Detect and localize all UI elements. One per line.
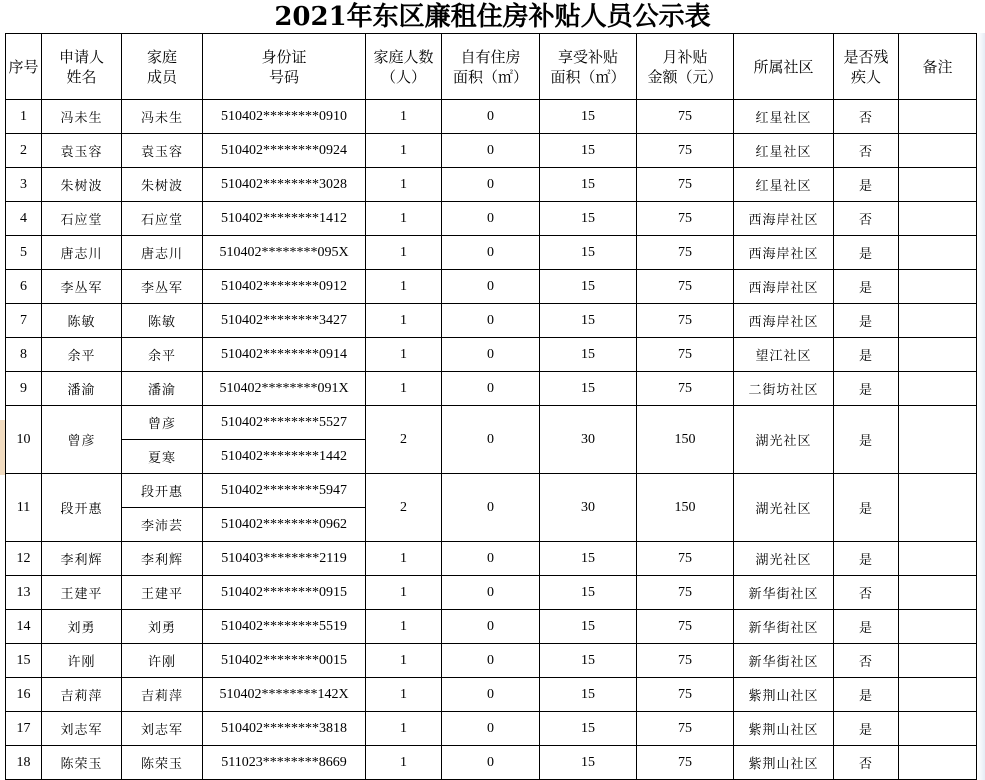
cell-disabled[interactable]: 是 <box>834 236 899 270</box>
cell-amount[interactable]: 150 <box>637 406 734 474</box>
cell-own-area[interactable]: 0 <box>442 100 540 134</box>
cell-community[interactable]: 红星社区 <box>734 168 834 202</box>
cell-amount[interactable]: 75 <box>637 338 734 372</box>
cell-seq[interactable]: 5 <box>6 236 42 270</box>
header-community[interactable] <box>734 34 834 100</box>
cell-member[interactable]: 余平 <box>122 338 203 372</box>
cell-idno[interactable]: 510402********091X <box>203 372 366 406</box>
cell-seq[interactable]: 2 <box>6 134 42 168</box>
cell-idno[interactable]: 510402********1442 <box>203 440 366 474</box>
cell-amount[interactable]: 150 <box>637 474 734 542</box>
cell-disabled[interactable]: 是 <box>834 610 899 644</box>
cell-seq[interactable]: 3 <box>6 168 42 202</box>
cell-amount[interactable]: 75 <box>637 576 734 610</box>
cell-own-area[interactable]: 0 <box>442 134 540 168</box>
cell-idno[interactable]: 510402********5527 <box>203 406 366 440</box>
cell-sub-area[interactable]: 30 <box>540 406 637 474</box>
cell-count[interactable]: 1 <box>366 134 442 168</box>
cell-seq[interactable]: 16 <box>6 678 42 712</box>
cell-applicant[interactable]: 李利辉 <box>42 542 122 576</box>
cell-member[interactable]: 曾彦 <box>122 406 203 440</box>
header-amount[interactable] <box>637 34 734 100</box>
cell-seq[interactable]: 11 <box>6 474 42 542</box>
header-applicant[interactable] <box>42 34 122 100</box>
cell-idno[interactable]: 510403********2119 <box>203 542 366 576</box>
table-row <box>6 678 977 712</box>
cell-applicant[interactable]: 吉莉萍 <box>42 678 122 712</box>
header-row <box>6 34 977 100</box>
cell-member[interactable]: 陈敏 <box>122 304 203 338</box>
table-row <box>6 474 977 508</box>
cell-seq[interactable]: 4 <box>6 202 42 236</box>
cell-remark[interactable] <box>899 202 977 236</box>
cell-sub-area[interactable]: 15 <box>540 270 637 304</box>
cell-community[interactable]: 望江社区 <box>734 338 834 372</box>
cell-sub-area[interactable]: 15 <box>540 712 637 746</box>
cell-community[interactable]: 西海岸社区 <box>734 202 834 236</box>
cell-member[interactable]: 李沛芸 <box>122 508 203 542</box>
header-line: 所属社区 <box>753 57 814 76</box>
table-row <box>6 304 977 338</box>
cell-count[interactable]: 1 <box>366 236 442 270</box>
cell-amount[interactable]: 75 <box>637 236 734 270</box>
cell-idno[interactable]: 510402********0910 <box>203 100 366 134</box>
cell-amount[interactable]: 75 <box>637 746 734 780</box>
cell-amount[interactable]: 75 <box>637 100 734 134</box>
cell-seq[interactable]: 13 <box>6 576 42 610</box>
cell-own-area[interactable]: 0 <box>442 338 540 372</box>
table-row <box>6 610 977 644</box>
header-line: 身份证 <box>261 47 307 66</box>
header-line: 备注 <box>922 57 953 76</box>
cell-disabled[interactable]: 是 <box>834 678 899 712</box>
cell-sub-area[interactable]: 15 <box>540 372 637 406</box>
cell-remark[interactable] <box>899 576 977 610</box>
cell-idno[interactable]: 510402********0912 <box>203 270 366 304</box>
cell-seq[interactable]: 6 <box>6 270 42 304</box>
cell-sub-area[interactable]: 15 <box>540 678 637 712</box>
cell-own-area[interactable]: 0 <box>442 712 540 746</box>
cell-applicant[interactable]: 冯未生 <box>42 100 122 134</box>
cell-member[interactable]: 冯未生 <box>122 100 203 134</box>
cell-sub-area[interactable]: 15 <box>540 746 637 780</box>
cell-community[interactable]: 新华街社区 <box>734 576 834 610</box>
cell-disabled[interactable]: 是 <box>834 168 899 202</box>
cell-applicant[interactable]: 陈敏 <box>42 304 122 338</box>
cell-member[interactable]: 唐志川 <box>122 236 203 270</box>
cell-applicant[interactable]: 段开惠 <box>42 474 122 542</box>
cell-remark[interactable] <box>899 678 977 712</box>
cell-remark[interactable] <box>899 304 977 338</box>
cell-disabled[interactable]: 是 <box>834 372 899 406</box>
cell-amount[interactable]: 75 <box>637 168 734 202</box>
cell-idno[interactable]: 510402********3028 <box>203 168 366 202</box>
header-line: 月补贴 <box>662 47 708 66</box>
sheet-edge <box>978 33 985 780</box>
cell-disabled[interactable]: 否 <box>834 100 899 134</box>
cell-community[interactable]: 紫荆山社区 <box>734 746 834 780</box>
table-row <box>6 236 977 270</box>
cell-member[interactable]: 刘勇 <box>122 610 203 644</box>
cell-amount[interactable]: 75 <box>637 542 734 576</box>
cell-disabled[interactable]: 是 <box>834 304 899 338</box>
header-line: 申请人 <box>58 47 104 66</box>
cell-amount[interactable]: 75 <box>637 610 734 644</box>
cell-seq[interactable]: 18 <box>6 746 42 780</box>
table-row <box>6 134 977 168</box>
cell-remark[interactable] <box>899 236 977 270</box>
table-row <box>6 542 977 576</box>
cell-member[interactable]: 石应堂 <box>122 202 203 236</box>
cell-amount[interactable]: 75 <box>637 644 734 678</box>
cell-amount[interactable]: 75 <box>637 202 734 236</box>
cell-applicant[interactable]: 石应堂 <box>42 202 122 236</box>
cell-applicant[interactable]: 刘志军 <box>42 712 122 746</box>
cell-disabled[interactable]: 否 <box>834 576 899 610</box>
table-row <box>6 746 977 780</box>
cell-remark[interactable] <box>899 100 977 134</box>
cell-sub-area[interactable]: 15 <box>540 542 637 576</box>
cell-seq[interactable]: 9 <box>6 372 42 406</box>
cell-idno[interactable]: 510402********3427 <box>203 304 366 338</box>
cell-disabled[interactable]: 否 <box>834 644 899 678</box>
header-disabled[interactable] <box>834 34 899 100</box>
cell-own-area[interactable]: 0 <box>442 372 540 406</box>
cell-sub-area[interactable]: 15 <box>540 576 637 610</box>
cell-disabled[interactable]: 是 <box>834 338 899 372</box>
cell-count[interactable]: 1 <box>366 100 442 134</box>
cell-idno[interactable]: 510402********5519 <box>203 610 366 644</box>
cell-disabled[interactable]: 是 <box>834 474 899 542</box>
table-row <box>6 338 977 372</box>
cell-disabled[interactable]: 是 <box>834 712 899 746</box>
cell-remark[interactable] <box>899 168 977 202</box>
header-seq[interactable] <box>6 34 42 100</box>
cell-amount[interactable]: 75 <box>637 270 734 304</box>
table-row <box>6 168 977 202</box>
cell-remark[interactable] <box>899 644 977 678</box>
subsidy-table <box>5 33 977 780</box>
cell-applicant[interactable]: 李丛军 <box>42 270 122 304</box>
header-line: 疾人 <box>850 67 881 86</box>
cell-sub-area[interactable]: 15 <box>540 304 637 338</box>
cell-own-area[interactable]: 0 <box>442 406 540 474</box>
cell-remark[interactable] <box>899 542 977 576</box>
cell-own-area[interactable]: 0 <box>442 610 540 644</box>
cell-member[interactable]: 陈荣玉 <box>122 746 203 780</box>
cell-disabled[interactable]: 否 <box>834 134 899 168</box>
cell-seq[interactable]: 15 <box>6 644 42 678</box>
cell-idno[interactable]: 510402********0915 <box>203 576 366 610</box>
cell-applicant[interactable]: 陈荣玉 <box>42 746 122 780</box>
cell-own-area[interactable]: 0 <box>442 270 540 304</box>
header-line: 自有住房 <box>460 47 521 66</box>
header-sub-area[interactable] <box>540 34 637 100</box>
cell-remark[interactable] <box>899 712 977 746</box>
cell-member[interactable]: 刘志军 <box>122 712 203 746</box>
header-idno[interactable] <box>203 34 366 100</box>
table-row <box>6 100 977 134</box>
cell-seq[interactable]: 10 <box>6 406 42 474</box>
cell-count[interactable]: 1 <box>366 372 442 406</box>
table-body <box>6 100 977 780</box>
cell-count[interactable]: 1 <box>366 304 442 338</box>
header-line: 号码 <box>268 67 299 86</box>
cell-disabled[interactable]: 否 <box>834 746 899 780</box>
cell-sub-area[interactable]: 30 <box>540 474 637 542</box>
table-row <box>6 576 977 610</box>
header-own-area[interactable] <box>442 34 540 100</box>
header-line: （人） <box>380 67 426 86</box>
cell-community[interactable]: 西海岸社区 <box>734 304 834 338</box>
cell-amount[interactable]: 75 <box>637 134 734 168</box>
cell-sub-area[interactable]: 15 <box>540 100 637 134</box>
cell-community[interactable]: 红星社区 <box>734 134 834 168</box>
cell-applicant[interactable]: 潘渝 <box>42 372 122 406</box>
cell-idno[interactable]: 510402********1412 <box>203 202 366 236</box>
table-row <box>6 372 977 406</box>
header-count[interactable] <box>366 34 442 100</box>
cell-member[interactable]: 袁玉容 <box>122 134 203 168</box>
cell-community[interactable]: 紫荆山社区 <box>734 678 834 712</box>
cell-community[interactable]: 西海岸社区 <box>734 236 834 270</box>
table-row <box>6 270 977 304</box>
cell-remark[interactable] <box>899 338 977 372</box>
cell-count[interactable]: 1 <box>366 712 442 746</box>
header-line: 享受补贴 <box>557 47 618 66</box>
cell-applicant[interactable]: 王建平 <box>42 576 122 610</box>
header-line: 是否残 <box>843 47 889 66</box>
cell-applicant[interactable]: 余平 <box>42 338 122 372</box>
cell-member[interactable]: 许刚 <box>122 644 203 678</box>
cell-count[interactable]: 2 <box>366 474 442 542</box>
cell-sub-area[interactable]: 15 <box>540 338 637 372</box>
cell-applicant[interactable]: 曾彦 <box>42 406 122 474</box>
header-line: 家庭 <box>146 47 177 66</box>
header-members[interactable] <box>122 34 203 100</box>
cell-count[interactable]: 1 <box>366 610 442 644</box>
cell-own-area[interactable]: 0 <box>442 542 540 576</box>
cell-sub-area[interactable]: 15 <box>540 168 637 202</box>
cell-own-area[interactable]: 0 <box>442 202 540 236</box>
cell-amount[interactable]: 75 <box>637 712 734 746</box>
header-remark[interactable] <box>899 34 977 100</box>
cell-idno[interactable]: 510402********0015 <box>203 644 366 678</box>
cell-applicant[interactable]: 许刚 <box>42 644 122 678</box>
cell-own-area[interactable]: 0 <box>442 304 540 338</box>
header-line: 姓名 <box>66 67 97 86</box>
cell-applicant[interactable]: 袁玉容 <box>42 134 122 168</box>
cell-seq[interactable]: 8 <box>6 338 42 372</box>
cell-count[interactable]: 1 <box>366 202 442 236</box>
sheet-title: 2021年东区廉租住房补贴人员公示表 <box>274 2 711 32</box>
cell-seq[interactable]: 14 <box>6 610 42 644</box>
cell-sub-area[interactable]: 15 <box>540 644 637 678</box>
cell-applicant[interactable]: 朱树波 <box>42 168 122 202</box>
cell-idno[interactable]: 510402********0914 <box>203 338 366 372</box>
cell-member[interactable]: 朱树波 <box>122 168 203 202</box>
cell-own-area[interactable]: 0 <box>442 168 540 202</box>
cell-idno[interactable]: 510402********142X <box>203 678 366 712</box>
cell-community[interactable]: 湖光社区 <box>734 542 834 576</box>
cell-seq[interactable]: 1 <box>6 100 42 134</box>
cell-community[interactable]: 新华街社区 <box>734 644 834 678</box>
cell-count[interactable]: 1 <box>366 576 442 610</box>
cell-seq[interactable]: 17 <box>6 712 42 746</box>
cell-amount[interactable]: 75 <box>637 304 734 338</box>
table-row <box>6 712 977 746</box>
cell-member[interactable]: 夏寒 <box>122 440 203 474</box>
cell-member[interactable]: 段开惠 <box>122 474 203 508</box>
table-row <box>6 644 977 678</box>
cell-amount[interactable]: 75 <box>637 372 734 406</box>
cell-amount[interactable]: 75 <box>637 678 734 712</box>
cell-applicant[interactable]: 刘勇 <box>42 610 122 644</box>
cell-community[interactable]: 二街坊社区 <box>734 372 834 406</box>
cell-remark[interactable] <box>899 134 977 168</box>
cell-sub-area[interactable]: 15 <box>540 236 637 270</box>
cell-count[interactable]: 1 <box>366 542 442 576</box>
cell-remark[interactable] <box>899 270 977 304</box>
cell-disabled[interactable]: 是 <box>834 542 899 576</box>
table-row <box>6 406 977 440</box>
cell-member[interactable]: 李利辉 <box>122 542 203 576</box>
header-line: 面积（㎡） <box>550 67 626 86</box>
cell-remark[interactable] <box>899 746 977 780</box>
cell-seq[interactable]: 12 <box>6 542 42 576</box>
cell-community[interactable]: 红星社区 <box>734 100 834 134</box>
cell-remark[interactable] <box>899 372 977 406</box>
cell-count[interactable]: 1 <box>366 746 442 780</box>
cell-count[interactable]: 1 <box>366 270 442 304</box>
cell-sub-area[interactable]: 15 <box>540 202 637 236</box>
cell-count[interactable]: 1 <box>366 338 442 372</box>
cell-count[interactable]: 2 <box>366 406 442 474</box>
cell-disabled[interactable]: 是 <box>834 270 899 304</box>
cell-sub-area[interactable]: 15 <box>540 134 637 168</box>
cell-community[interactable]: 紫荆山社区 <box>734 712 834 746</box>
header-line: 家庭人数 <box>373 47 434 66</box>
cell-idno[interactable]: 510402********3818 <box>203 712 366 746</box>
cell-community[interactable]: 新华街社区 <box>734 610 834 644</box>
cell-own-area[interactable]: 0 <box>442 236 540 270</box>
cell-member[interactable]: 吉莉萍 <box>122 678 203 712</box>
cell-count[interactable]: 1 <box>366 644 442 678</box>
cell-own-area[interactable]: 0 <box>442 678 540 712</box>
cell-idno[interactable]: 510402********5947 <box>203 474 366 508</box>
cell-disabled[interactable]: 否 <box>834 202 899 236</box>
cell-disabled[interactable]: 是 <box>834 406 899 474</box>
cell-count[interactable]: 1 <box>366 168 442 202</box>
cell-community[interactable]: 西海岸社区 <box>734 270 834 304</box>
cell-idno[interactable]: 510402********0962 <box>203 508 366 542</box>
header-line: 金额（元） <box>647 67 723 86</box>
cell-member[interactable]: 潘渝 <box>122 372 203 406</box>
header-line: 成员 <box>146 67 177 86</box>
table-row <box>6 202 977 236</box>
cell-member[interactable]: 李丛军 <box>122 270 203 304</box>
cell-own-area[interactable]: 0 <box>442 644 540 678</box>
header-line: 面积（㎡） <box>452 67 528 86</box>
header-line: 序号 <box>8 57 39 76</box>
cell-seq[interactable]: 7 <box>6 304 42 338</box>
cell-remark[interactable] <box>899 406 977 474</box>
cell-idno[interactable]: 510402********095X <box>203 236 366 270</box>
cell-count[interactable]: 1 <box>366 678 442 712</box>
cell-community[interactable]: 湖光社区 <box>734 474 834 542</box>
cell-remark[interactable] <box>899 474 977 542</box>
cell-idno[interactable]: 511023********8669 <box>203 746 366 780</box>
cell-own-area[interactable]: 0 <box>442 746 540 780</box>
cell-applicant[interactable]: 唐志川 <box>42 236 122 270</box>
cell-own-area[interactable]: 0 <box>442 474 540 542</box>
cell-community[interactable]: 湖光社区 <box>734 406 834 474</box>
cell-idno[interactable]: 510402********0924 <box>203 134 366 168</box>
cell-member[interactable]: 王建平 <box>122 576 203 610</box>
cell-own-area[interactable]: 0 <box>442 576 540 610</box>
cell-sub-area[interactable]: 15 <box>540 610 637 644</box>
cell-remark[interactable] <box>899 610 977 644</box>
